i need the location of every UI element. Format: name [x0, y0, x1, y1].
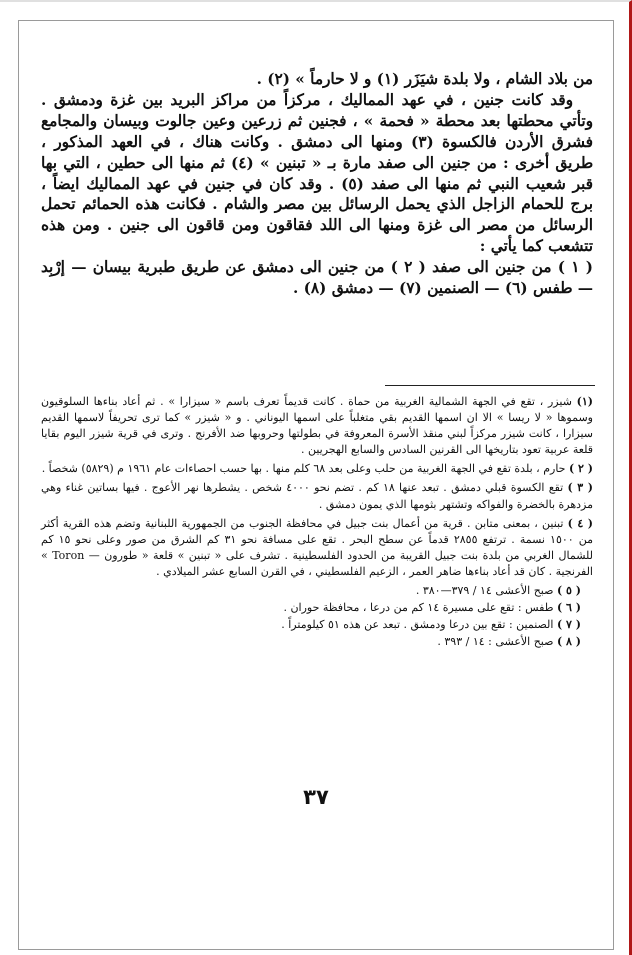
body-text: [41, 69, 593, 299]
footnote-text: تقع الكسوة قبلي دمشق . تبعد عنها ١٨ كم . تضم نحو ٤٠٠٠ شخص . يشطرها نهر الأعوج . فيها بساتين غناء وهي مزدهرة بالخضرة والفواكه وتشتهر بثومها الذي يمون دمشق .: [41, 481, 593, 511]
footnote-text: صبح الأعشى ١٤ / ٣٧٩—٣٨٠ .: [415, 584, 554, 598]
footnote: [41, 617, 593, 633]
page-number: ٣٧: [303, 785, 329, 809]
footnote-number: ( ٣ ): [567, 481, 593, 495]
footnote: [41, 516, 593, 580]
body-paragraph: وقد كانت جنين ، في عهد المماليك ، مركزاً من مراكز البريد بين غزة ودمشق . وتأتي محطتها بعد محطة « فحمة » ، فجنين ثم زرعين وعين جالوت وبيسان والمجامع فشرق الأردن فالكسوة (٣) ومنها الى دمشق . وكانت هناك ، في العهد المذكور ، طريق أخرى : من جنين الى صفد مارة بـ « تبنين » (٤) ثم منها الى حطين ، التي بها قبر شعيب النبي ثم منها الى صفد (٥) . وقد كان في جنين في عهد المماليك ايضاً ، برج للحمام الزاجل الذي يحمل الرسائل بين مصر والشام . فكانت هذه الحمائم تحمل الرسائل من مصر الى غزة ومنها الى اللد فقاقون ومن قاقون الى جنين . ومن هذه تتشعب كما يأتي :: [41, 90, 593, 256]
footnote-text: صبح الأعشى : ١٤ / ٣٩٣ .: [437, 635, 554, 649]
route-list: ( ١ ) من جنين الى صفد ( ٢ ) من جنين الى دمشق عن طريق طبرية بيسان — إرْبِد — طفس (٦) — الصنمين (٧) — دمشق (٨) .: [41, 258, 593, 298]
footnote-text: طفس : تقع على مسيرة ١٤ كم من درعا ، محافظة حوران .: [283, 601, 554, 615]
footnote-text: تبنين ، بمعنى متابن . قرية من أعمال بنت جبيل في محافظة الجنوب من الجمهورية اللبنانية وتضم هذه القرية أكثر من ١٥٠٠ نسمة . ترتفع ٢٨٥٥ قدماً عن سطح البحر . تقع على مسافة نحو ٣١ كم الشرق من صور وعلى نحو ١٥ كم للشمال الغربي من بلدة بنت جبيل القريبة من الحدود الفلسطينية . تشرف على « تبنين » قلعة « طورون — Toron » الفرنجية . كان قد أعاد بناءها ضاهر العمر ، الزعيم الفلسطيني ، في القرن السابع عشر الميلادي .: [41, 516, 594, 578]
book-page: [18, 20, 614, 950]
footnote-number: ( ٥ ): [556, 584, 581, 598]
footnote: [41, 583, 593, 599]
footnote: [41, 600, 593, 616]
footnotes: [41, 394, 593, 651]
footnote: [41, 480, 593, 512]
footnote: [41, 634, 593, 650]
footnote-number: ( ٦ ): [556, 601, 581, 615]
footnote-number: ( ٤ ): [567, 516, 593, 530]
footnote-number: ( ٢ ): [568, 462, 593, 476]
footnote-divider: [385, 385, 595, 386]
footnote: [41, 461, 593, 477]
footnote-text: شيزر ، تقع في الجهة الشمالية الغربية من حماة . كانت قديماً تعرف باسم « سيزارا » . ثم أعاد بناءها السلوقيون وسموها « لا ريسا » الا ان اسمها القديم بقي متغلباً على اسمها اليوناني . و « شيزر » كما ترى تحريفاً لاسمها القديم سيزارا ، كانت شيزر مركزاً لبني منقذ الأسرة المعروفة في بطولتها وحروبها ضد الأفرنج . وترى في قرية شيزر اليوم بقايا قلعة عربية تعود بتاريخها الى القرنين السادس والسابع الهجريين .: [41, 395, 594, 457]
footnote-number: (١): [576, 395, 593, 408]
footnote-text: الصنمين : تقع بين درعا ودمشق . تبعد عن هذه ٥١ كيلومتراً .: [281, 618, 554, 632]
body-paragraph: من بلاد الشام ، ولا بلدة شيَزَر (١) و لا حارماً » (٢) .: [256, 70, 593, 88]
footnote: [41, 394, 593, 458]
footnote-number: ( ٧ ): [556, 618, 581, 632]
footnote-number: ( ٨ ): [556, 635, 581, 649]
footnote-text: حارم ، بلدة تقع في الجهة الغربية من حلب وعلى بعد ٦٨ كلم منها . بها حسب احصاءات عام ١٩٦١ م (٥٨٢٩) شخصاً .: [41, 462, 566, 476]
